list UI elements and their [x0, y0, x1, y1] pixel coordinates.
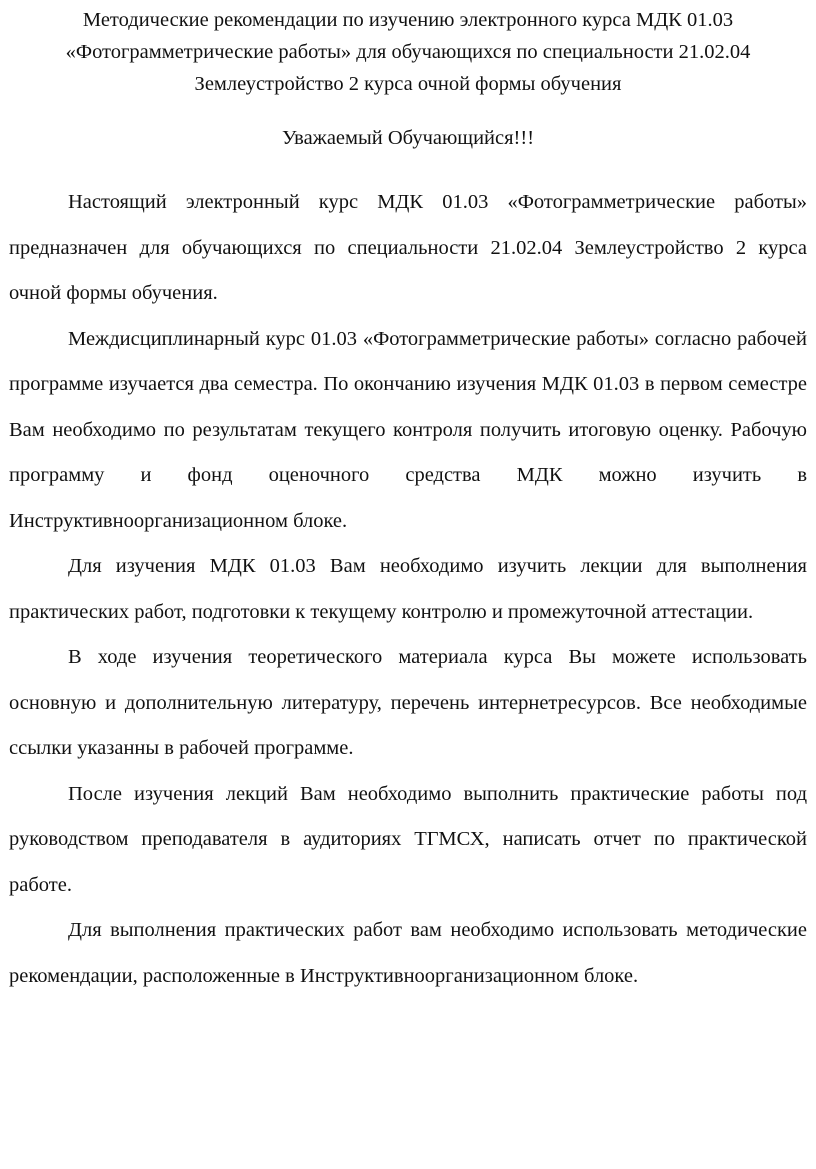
document-title: Методические рекомендации по изучению электронного курса МДК 01.03 «Фотограмметрические работы» для обучающихся по специальности 21.02.04 Землеустройство 2 курса очной формы обучения [65, 9, 751, 95]
document-body [9, 180, 807, 999]
paragraph-semesters: Междисциплинарный курс 01.03 «Фотограмметрические работы» согласно рабочей программе изучается два семестра. По окончанию изучения МДК 01.03 в первом семестре Вам необходимо по результатам текущего контроля получить итоговую оценку. Рабочую программу и фонд оценочного средства МДК можно изучить в Инструктивноорганизационном блоке. [9, 327, 807, 532]
greeting: Уважаемый Обучающийся!!! [281, 127, 535, 149]
paragraph-guidelines: Для выполнения практических работ вам необходимо использовать методические рекомендации, расположенные в Инструктивноорганизационном блоке. [9, 919, 807, 987]
paragraph-practical-works: После изучения лекций Вам необходимо выполнить практические работы под руководством преподавателя в аудиториях ТГМСХ, написать отчет по практической работе. [9, 782, 807, 896]
paragraph-intro: Настоящий электронный курс МДК 01.03 «Фотограмметрические работы» предназначен для обучающихся по специальности 21.02.04 Землеустройство 2 курса очной формы обучения. [9, 191, 807, 304]
paragraph-literature: В ходе изучения теоретического материала курса Вы можете использовать основную и дополнительную литературу, перечень интернетресурсов. Все необходимые ссылки указанны в рабочей программе. [9, 646, 807, 759]
paragraph-lectures: Для изучения МДК 01.03 Вам необходимо изучить лекции для выполнения практических работ, подготовки к текущему контролю и промежуточной аттестации. [9, 555, 807, 623]
